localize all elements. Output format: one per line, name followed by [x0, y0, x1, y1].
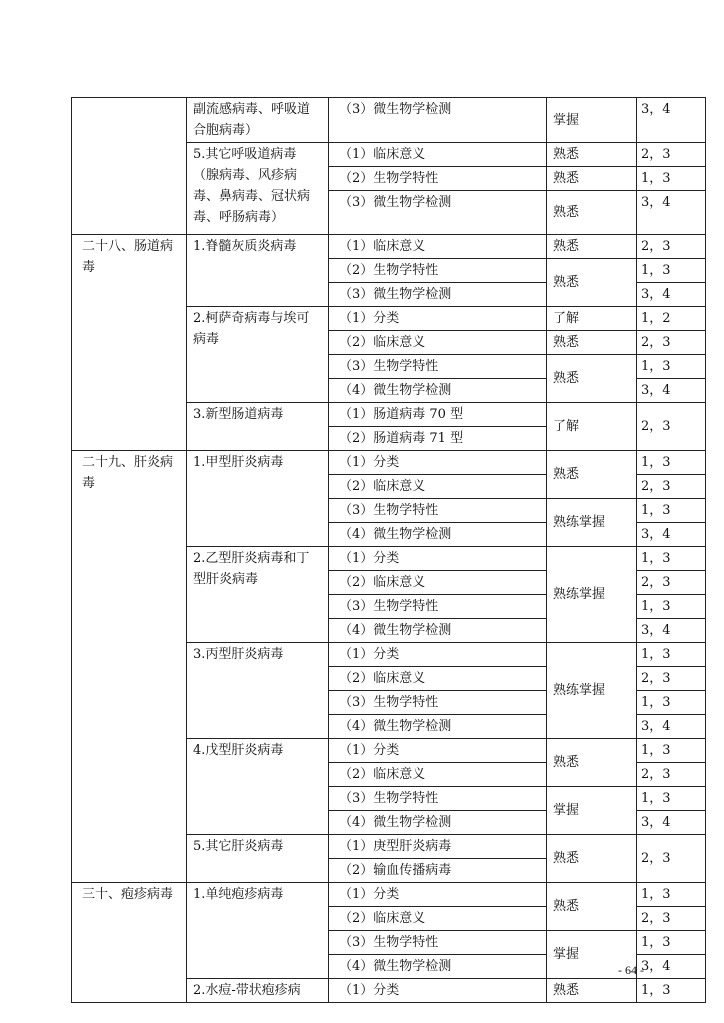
classes-cell: 3，4 — [637, 98, 706, 143]
content-cell: 副流感病毒、呼吸道合胞病毒） — [187, 98, 329, 143]
classes-cell: 1，3 — [637, 787, 706, 811]
sub-item-cell: （1）临床意义 — [329, 143, 547, 167]
classes-cell: 3，4 — [637, 715, 706, 739]
level-cell: 熟悉 — [547, 235, 637, 259]
sub-item-cell: （1）肠道病毒 70 型 — [329, 403, 547, 427]
classes-cell: 1，3 — [637, 499, 706, 523]
sub-item-cell: （2）临床意义 — [329, 475, 547, 499]
classes-cell: 1，2 — [637, 307, 706, 331]
content-cell: 5.其它肝炎病毒 — [187, 835, 329, 883]
sub-item-cell: （1）分类 — [329, 547, 547, 571]
classes-cell: 3，4 — [637, 955, 706, 979]
classes-cell: 3，4 — [637, 619, 706, 643]
classes-cell: 2，3 — [637, 475, 706, 499]
level-cell: 熟悉 — [547, 143, 637, 167]
sub-item-cell: （3）生物学特性 — [329, 931, 547, 955]
content-cell: 1.单纯疱疹病毒 — [187, 883, 329, 979]
sub-item-cell: （1）分类 — [329, 883, 547, 907]
sub-item-cell: （4）微生物学检测 — [329, 619, 547, 643]
syllabus-table — [71, 97, 706, 1003]
level-cell: 了解 — [547, 403, 637, 451]
level-cell: 熟练掌握 — [547, 547, 637, 643]
level-cell: 熟悉 — [547, 331, 637, 355]
level-cell: 熟悉 — [547, 259, 637, 307]
level-cell: 熟练掌握 — [547, 499, 637, 547]
table-row — [72, 235, 706, 259]
classes-cell: 1，3 — [637, 451, 706, 475]
sub-item-cell: （2）生物学特性 — [329, 259, 547, 283]
classes-cell: 3，4 — [637, 191, 706, 235]
sub-item-cell: （4）微生物学检测 — [329, 379, 547, 403]
content-cell: 2.乙型肝炎病毒和丁型肝炎病毒 — [187, 547, 329, 643]
unit-cell: 三十、疱疹病毒 — [72, 883, 187, 1003]
classes-cell: 1，3 — [637, 931, 706, 955]
page-number: - 64 - — [618, 963, 644, 977]
classes-cell: 1，3 — [637, 259, 706, 283]
level-cell: 熟悉 — [547, 883, 637, 931]
classes-cell: 2，3 — [637, 331, 706, 355]
classes-cell: 1，3 — [637, 979, 706, 1003]
table-row — [72, 883, 706, 907]
sub-item-cell: （3）微生物学检测 — [329, 98, 547, 143]
unit-cell-empty — [72, 98, 187, 235]
sub-item-cell: （4）微生物学检测 — [329, 955, 547, 979]
sub-item-cell: （4）微生物学检测 — [329, 811, 547, 835]
sub-item-cell: （2）肠道病毒 71 型 — [329, 427, 547, 451]
classes-cell: 1，3 — [637, 883, 706, 907]
level-cell: 了解 — [547, 307, 637, 331]
level-cell: 熟悉 — [547, 739, 637, 787]
content-cell: 2.水痘-带状疱疹病 — [187, 979, 329, 1003]
classes-cell: 2，3 — [637, 571, 706, 595]
sub-item-cell: （1）分类 — [329, 739, 547, 763]
sub-item-cell: （1）庚型肝炎病毒 — [329, 835, 547, 859]
classes-cell: 1，3 — [637, 547, 706, 571]
sub-item-cell: （3）微生物学检测 — [329, 283, 547, 307]
content-cell: 3.新型肠道病毒 — [187, 403, 329, 451]
classes-cell: 1，3 — [637, 643, 706, 667]
level-cell: 掌握 — [547, 787, 637, 835]
classes-cell: 1，3 — [637, 167, 706, 191]
classes-cell: 3，4 — [637, 379, 706, 403]
table-row — [72, 451, 706, 475]
unit-cell: 二十九、肝炎病毒 — [72, 451, 187, 883]
classes-cell: 2，3 — [637, 763, 706, 787]
sub-item-cell: （2）临床意义 — [329, 667, 547, 691]
sub-item-cell: （3）生物学特性 — [329, 691, 547, 715]
unit-cell: 二十八、肠道病毒 — [72, 235, 187, 451]
sub-item-cell: （2）临床意义 — [329, 907, 547, 931]
classes-cell: 3，4 — [637, 283, 706, 307]
sub-item-cell: （1）临床意义 — [329, 235, 547, 259]
level-cell: 熟悉 — [547, 167, 637, 191]
classes-cell: 1，3 — [637, 739, 706, 763]
level-cell: 熟悉 — [547, 835, 637, 883]
content-cell: 2.柯萨奇病毒与埃可病毒 — [187, 307, 329, 403]
sub-item-cell: （1）分类 — [329, 979, 547, 1003]
sub-item-cell: （3）生物学特性 — [329, 787, 547, 811]
classes-cell: 1，3 — [637, 691, 706, 715]
classes-cell: 2，3 — [637, 667, 706, 691]
sub-item-cell: （2）临床意义 — [329, 331, 547, 355]
sub-item-cell: （1）分类 — [329, 451, 547, 475]
sub-item-cell: （2）输血传播病毒 — [329, 859, 547, 883]
level-cell: 掌握 — [547, 98, 637, 143]
content-cell: 5.其它呼吸道病毒（腺病毒、风疹病毒、鼻病毒、冠状病毒、呼肠病毒） — [187, 143, 329, 235]
classes-cell: 2，3 — [637, 907, 706, 931]
sub-item-cell: （3）生物学特性 — [329, 595, 547, 619]
content-cell: 4.戊型肝炎病毒 — [187, 739, 329, 835]
classes-cell: 3，4 — [637, 523, 706, 547]
sub-item-cell: （3）生物学特性 — [329, 355, 547, 379]
classes-cell: 2，3 — [637, 403, 706, 451]
level-cell: 熟悉 — [547, 979, 637, 1003]
level-cell: 掌握 — [547, 931, 637, 979]
sub-item-cell: （1）分类 — [329, 643, 547, 667]
classes-cell: 2，3 — [637, 143, 706, 167]
classes-cell: 1，3 — [637, 595, 706, 619]
level-cell: 熟悉 — [547, 191, 637, 235]
content-cell: 1.甲型肝炎病毒 — [187, 451, 329, 547]
content-cell: 3.丙型肝炎病毒 — [187, 643, 329, 739]
sub-item-cell: （1）分类 — [329, 307, 547, 331]
sub-item-cell: （2）临床意义 — [329, 763, 547, 787]
sub-item-cell: （3）微生物学检测 — [329, 191, 547, 235]
sub-item-cell: （3）生物学特性 — [329, 499, 547, 523]
sub-item-cell: （2）临床意义 — [329, 571, 547, 595]
sub-item-cell: （4）微生物学检测 — [329, 715, 547, 739]
level-cell: 熟悉 — [547, 355, 637, 403]
sub-item-cell: （2）生物学特性 — [329, 167, 547, 191]
classes-cell: 3，4 — [637, 811, 706, 835]
content-cell: 1.脊髓灰质炎病毒 — [187, 235, 329, 307]
classes-cell: 2，3 — [637, 835, 706, 883]
level-cell: 熟练掌握 — [547, 643, 637, 739]
classes-cell: 1，3 — [637, 355, 706, 379]
classes-cell: 2，3 — [637, 235, 706, 259]
sub-item-cell: （4）微生物学检测 — [329, 523, 547, 547]
level-cell: 熟悉 — [547, 451, 637, 499]
table-row — [72, 98, 706, 143]
